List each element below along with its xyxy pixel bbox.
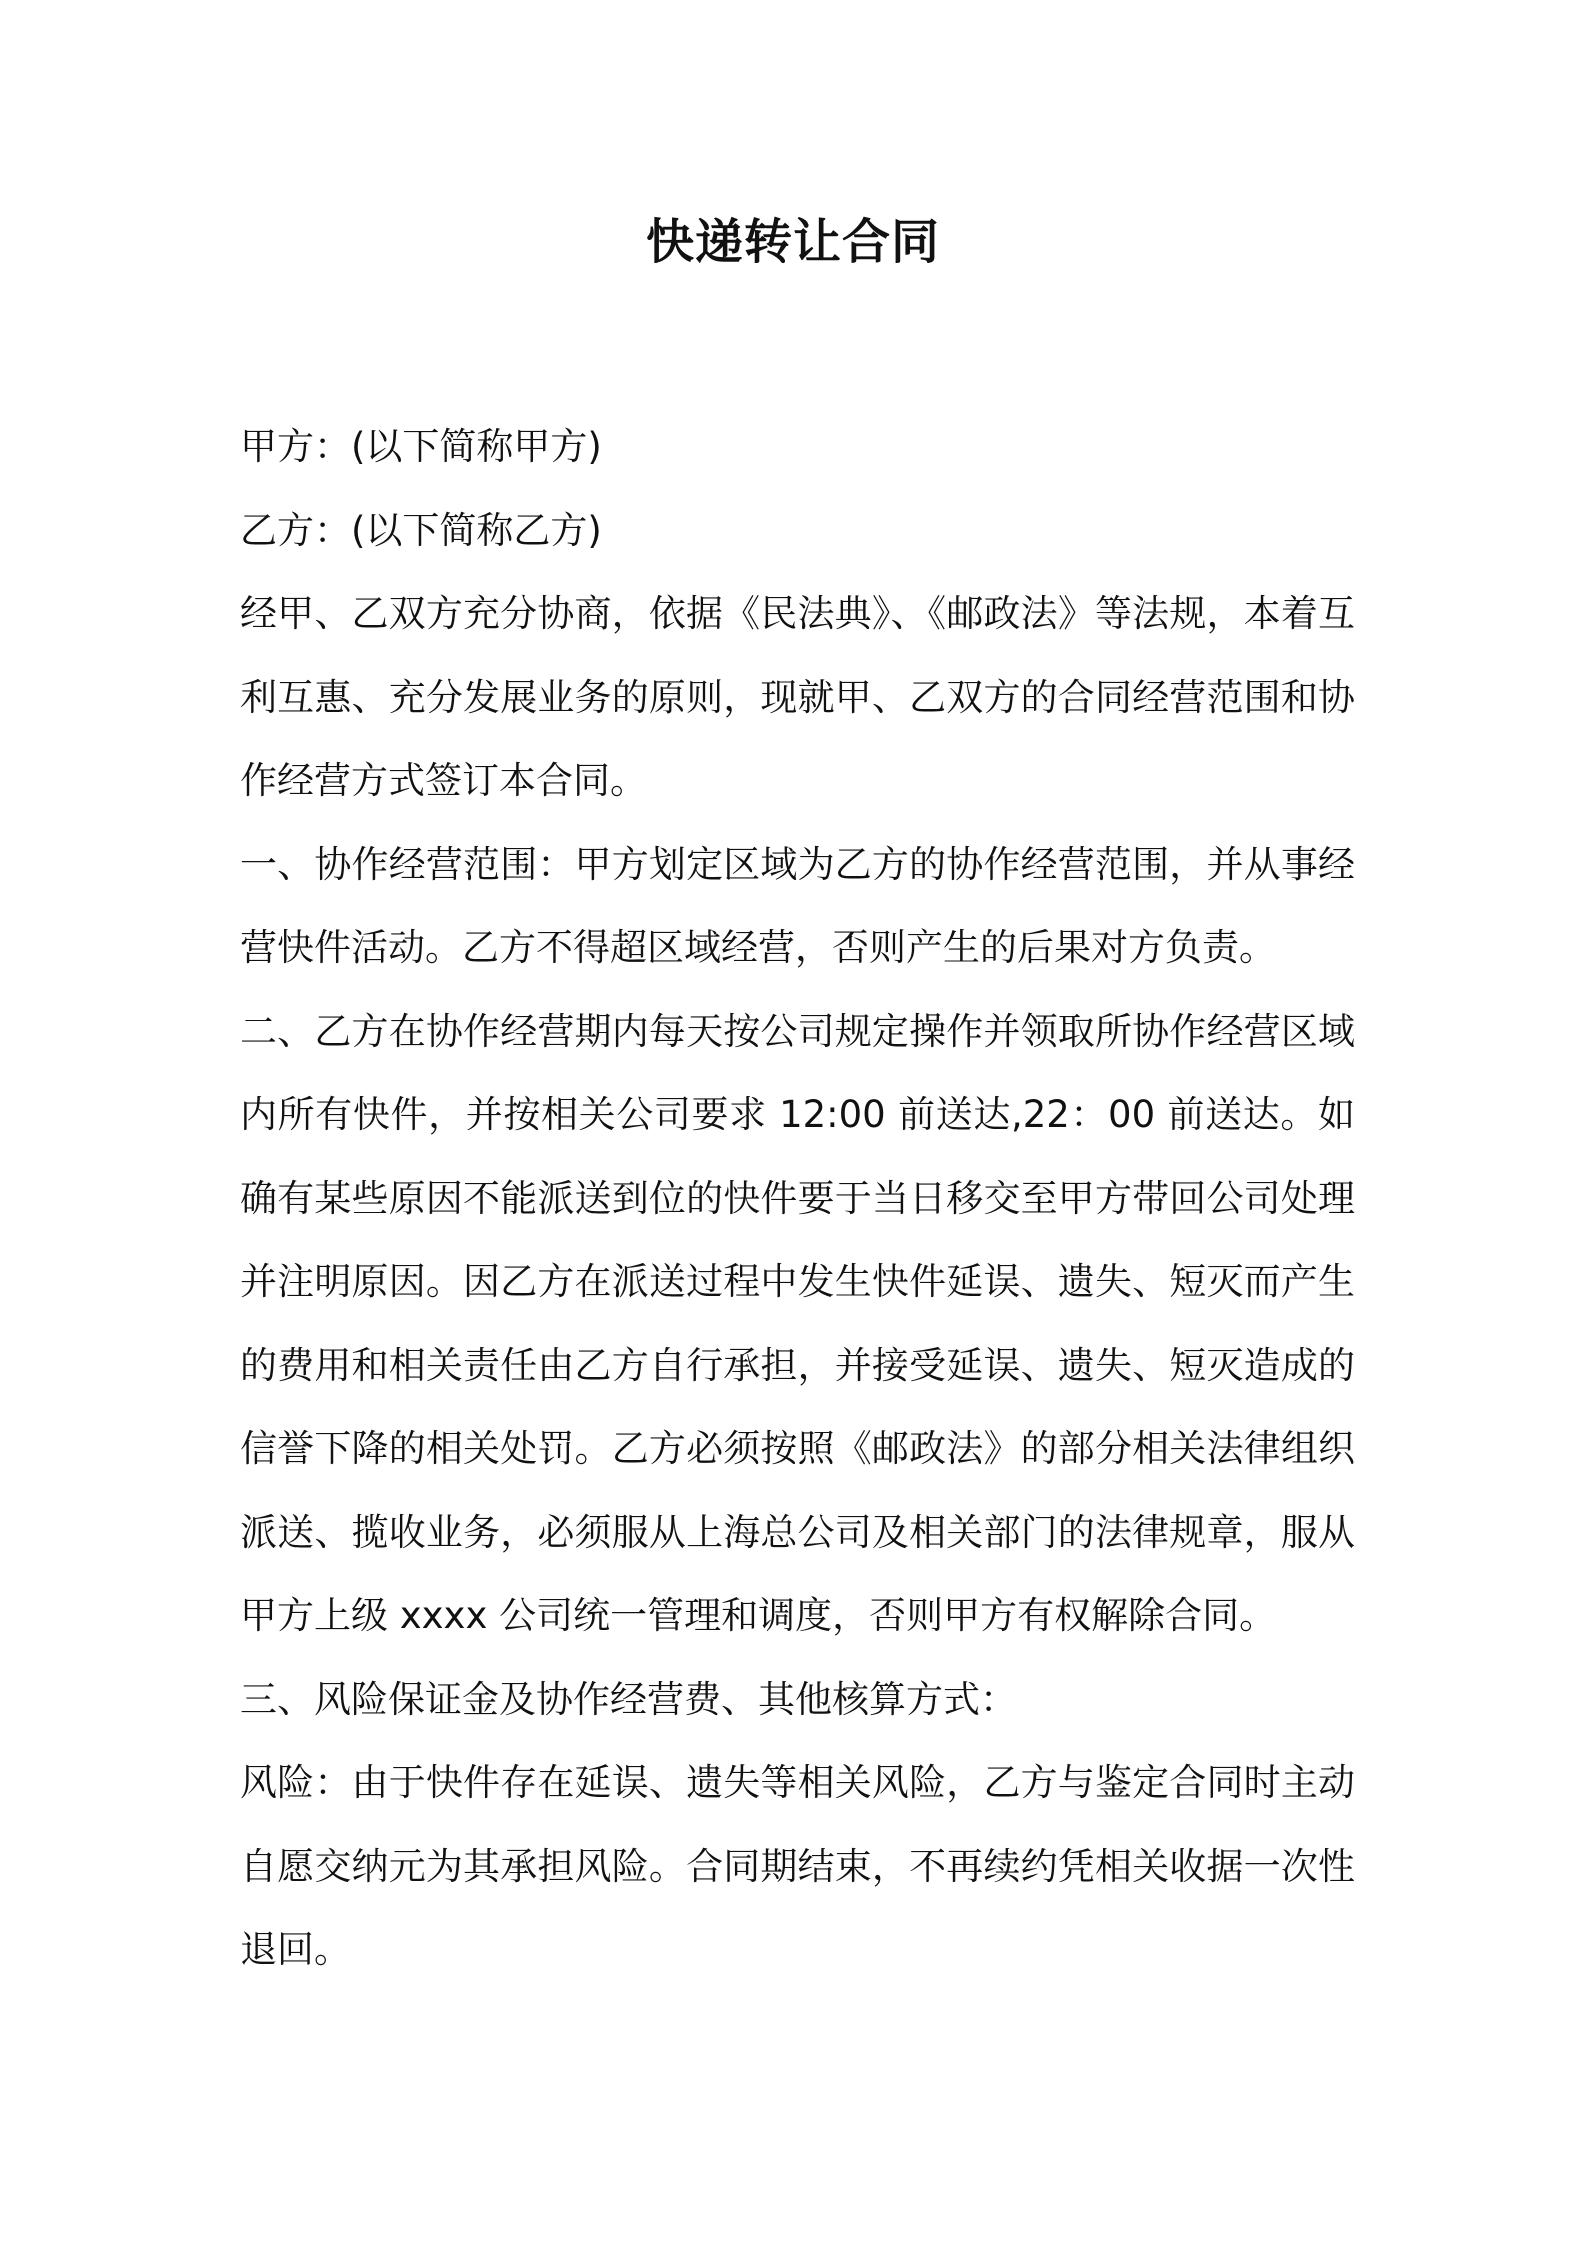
clause-1-paragraph: 一、协作经营范围：甲方划定区域为乙方的协作经营范围，并从事经营快件活动。乙方不得超区域经营，否则产生的后果对方负责。 — [240, 842, 1355, 969]
party-a-line: 甲方：(以下简称甲方) — [240, 425, 602, 468]
preamble-paragraph: 经甲、乙双方充分协商，依据《民法典》、《邮政法》等法规，本着互利互惠、充分发展业务的原则，现就甲、乙双方的合同经营范围和协作经营方式签订本合同。 — [240, 592, 1355, 802]
document-body — [240, 405, 1355, 1992]
clause-3-heading: 三、风险保证金及协作经营费、其他核算方式： — [240, 1677, 1017, 1721]
risk-paragraph: 风险：由于快件存在延误、遗失等相关风险，乙方与鉴定合同时主动自愿交纳元为其承担风险。合同期结束，不再续约凭相关收据一次性退回。 — [240, 1761, 1355, 1971]
clause-2-paragraph: 二、乙方在协作经营期内每天按公司规定操作并领取所协作经营区域内所有快件，并按相关公司要求 12:00 前送达,22：00 前送达。如确有某些原因不能派送到位的快件要于当日移交至甲方带回公司处理并注明原因。因乙方在派送过程中发生快件延误、遗失、短灭而产生的费用和相关责任由乙方自行承担，并接受延误、遗失、短灭造成的信誉下降的相关处罚。乙方必须按照《邮政法》的部分相关法律组织派送、揽收业务，必须服从上海总公司及相关部门的法律规章，服从甲方上级 xxxx 公司统一管理和调度，否则甲方有权解除合同。 — [240, 1009, 1355, 1637]
document-title: 快递转让合同 — [645, 214, 940, 270]
party-b-line: 乙方：(以下简称乙方) — [240, 508, 602, 552]
